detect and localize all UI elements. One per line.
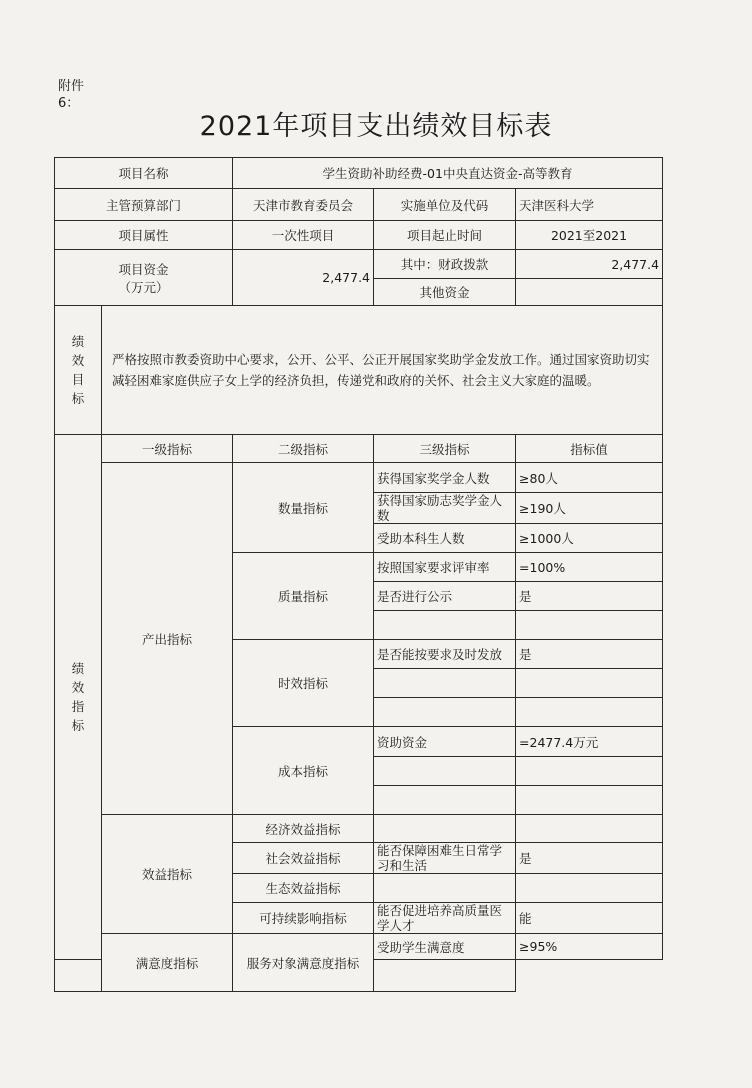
ecological-benefit: 生态效益指标 — [233, 874, 374, 903]
fund-total-value: 2,477.4 — [233, 250, 374, 306]
project-name-value: 学生资助补助经费-01中央直达资金-高等教育 — [233, 158, 663, 189]
header-value: 指标值 — [516, 435, 663, 463]
fund-label — [55, 250, 233, 306]
level3-item: 受助本科生人数 — [374, 524, 516, 553]
indicator-value: 能 — [516, 903, 663, 934]
performance-table — [54, 157, 663, 992]
indicator-value: 是 — [516, 582, 663, 611]
level3-item: 能否保障困难生日常学习和生活 — [374, 843, 516, 874]
satisfaction-indicator: 满意度指标 — [102, 934, 233, 992]
social-benefit: 社会效益指标 — [233, 843, 374, 874]
indicator-value — [516, 757, 663, 786]
indicator-value: =100% — [516, 553, 663, 582]
indicator-value: ≥95% — [516, 934, 663, 960]
project-name-label: 项目名称 — [55, 158, 233, 189]
level3-item: 是否进行公示 — [374, 582, 516, 611]
level3-item: 获得国家励志奖学金人数 — [374, 493, 516, 524]
indicator-value — [516, 786, 663, 815]
attr-value: 一次性项目 — [233, 221, 374, 250]
header-level2: 二级指标 — [233, 435, 374, 463]
attachment-line-2: 6： — [58, 96, 80, 111]
service-satisfaction: 服务对象满意度指标 — [233, 934, 374, 992]
fiscal-label: 其中：财政拨款 — [374, 250, 516, 279]
timeliness-indicator: 时效指标 — [233, 640, 374, 727]
benefit-indicator: 效益指标 — [102, 815, 233, 934]
cost-indicator: 成本指标 — [233, 727, 374, 815]
indicator-value — [516, 874, 663, 903]
level3-item — [374, 669, 516, 698]
unit-value: 天津医科大学 — [516, 189, 663, 221]
period-label: 项目起止时间 — [374, 221, 516, 250]
header-level3: 三级指标 — [374, 435, 516, 463]
fund-label-line-1: 项目资金 — [118, 261, 169, 277]
output-indicator: 产出指标 — [102, 463, 233, 815]
level3-item — [374, 757, 516, 786]
indicator-value — [374, 960, 516, 992]
indicator-value — [516, 669, 663, 698]
fund-label-line-2: （万元） — [118, 279, 169, 295]
indicator-value: =2477.4万元 — [516, 727, 663, 757]
level3-item — [374, 786, 516, 815]
level3-item — [374, 874, 516, 903]
indicator-value — [516, 815, 663, 843]
indicator-value: ≥1000人 — [516, 524, 663, 553]
attachment-line-1: 附件 — [58, 79, 85, 94]
indicator-label: 绩 效 指 标 — [55, 435, 102, 960]
level3-item: 受助学生满意度 — [374, 934, 516, 960]
economic-benefit: 经济效益指标 — [233, 815, 374, 843]
indicator-value — [516, 698, 663, 727]
level3-item — [374, 815, 516, 843]
level3-item — [374, 698, 516, 727]
level3-item: 按照国家要求评审率 — [374, 553, 516, 582]
level3-item: 资助资金 — [374, 727, 516, 757]
level3-item — [374, 611, 516, 640]
page-title: 2021年项目支出绩效目标表 — [199, 111, 553, 142]
period-value: 2021至2021 — [516, 221, 663, 250]
indicator-value — [516, 611, 663, 640]
indicator-value: 是 — [516, 843, 663, 874]
dept-label: 主管预算部门 — [55, 189, 233, 221]
header-level1: 一级指标 — [102, 435, 233, 463]
goal-label: 绩 效 目 标 — [55, 306, 102, 435]
level3-item: 是否能按要求及时发放 — [374, 640, 516, 669]
dept-value: 天津市教育委员会 — [233, 189, 374, 221]
unit-label: 实施单位及代码 — [374, 189, 516, 221]
quality-indicator: 质量指标 — [233, 553, 374, 640]
indicator-value: ≥80人 — [516, 463, 663, 493]
goal-text: 严格按照市教委资助中心要求，公开、公平、公正开展国家奖助学金发放工作。通过国家资助切实减轻困难家庭供应子女上学的经济负担，传递党和政府的关怀、社会主义大家庭的温暖。 — [102, 306, 663, 435]
quantity-indicator: 数量指标 — [233, 463, 374, 553]
indicator-value: ≥190人 — [516, 493, 663, 524]
sustainable-benefit: 可持续影响指标 — [233, 903, 374, 934]
level3-item — [55, 960, 102, 992]
other-funds-value — [516, 279, 663, 306]
attr-label: 项目属性 — [55, 221, 233, 250]
other-funds-label: 其他资金 — [374, 279, 516, 306]
level3-item: 获得国家奖学金人数 — [374, 463, 516, 493]
level3-item: 能否促进培养高质量医学人才 — [374, 903, 516, 934]
indicator-value: 是 — [516, 640, 663, 669]
fiscal-value: 2,477.4 — [516, 250, 663, 279]
